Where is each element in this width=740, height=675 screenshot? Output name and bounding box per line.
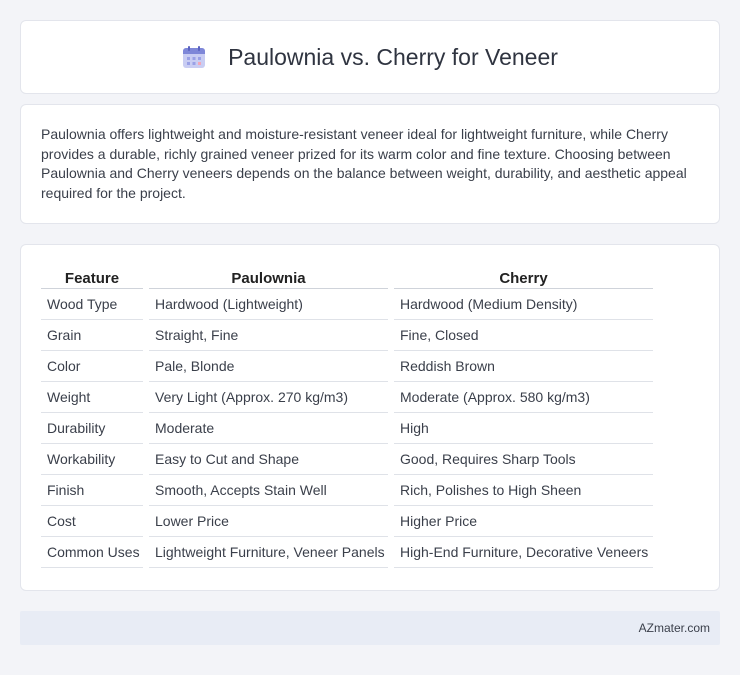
paulownia-cell: Lightweight Furniture, Veneer Panels: [149, 537, 388, 568]
column-header-paulownia: Paulownia: [149, 265, 388, 289]
paulownia-cell: Straight, Fine: [149, 320, 388, 351]
feature-cell: Wood Type: [41, 289, 143, 320]
footer: [20, 611, 720, 645]
table-row: [41, 351, 653, 382]
cherry-cell: Good, Requires Sharp Tools: [394, 444, 653, 475]
cherry-cell: Reddish Brown: [394, 351, 653, 382]
paulownia-cell: Easy to Cut and Shape: [149, 444, 388, 475]
column-header-feature: Feature: [41, 265, 143, 289]
paulownia-cell: Lower Price: [149, 506, 388, 537]
table-row: [41, 289, 653, 320]
column-header-cherry: Cherry: [394, 265, 653, 289]
table-row: [41, 537, 653, 568]
comparison-table-card: [20, 244, 720, 591]
cherry-cell: Fine, Closed: [394, 320, 653, 351]
feature-cell: Durability: [41, 413, 143, 444]
paulownia-cell: Smooth, Accepts Stain Well: [149, 475, 388, 506]
feature-cell: Finish: [41, 475, 143, 506]
table-row: [41, 506, 653, 537]
intro-paragraph: Paulownia offers lightweight and moisture-resistant veneer ideal for lightweight furniture, while Cherry provides a durable, richly grained veneer prized for its warm color and fine texture. Choosing between Paulownia and Cherry veneers depends on the balance between weight, durability, and aesthetic appeal required for the project.: [41, 126, 687, 201]
cherry-cell: Higher Price: [394, 506, 653, 537]
footer-site-name: AZmater.com: [638, 621, 710, 635]
cherry-cell: Moderate (Approx. 580 kg/m3): [394, 382, 653, 413]
feature-cell: Color: [41, 351, 143, 382]
table-row: [41, 444, 653, 475]
comparison-table: [35, 265, 659, 568]
table-row: [41, 382, 653, 413]
header-card: [20, 20, 720, 94]
feature-cell: Common Uses: [41, 537, 143, 568]
table-header-row: [41, 265, 653, 289]
paulownia-cell: Pale, Blonde: [149, 351, 388, 382]
paulownia-cell: Hardwood (Lightweight): [149, 289, 388, 320]
cherry-cell: High: [394, 413, 653, 444]
cherry-cell: Rich, Polishes to High Sheen: [394, 475, 653, 506]
table-row: [41, 475, 653, 506]
table-row: [41, 320, 653, 351]
feature-cell: Grain: [41, 320, 143, 351]
paulownia-cell: Moderate: [149, 413, 388, 444]
paulownia-cell: Very Light (Approx. 270 kg/m3): [149, 382, 388, 413]
feature-cell: Weight: [41, 382, 143, 413]
header: [182, 44, 558, 71]
intro-card: [20, 104, 720, 224]
feature-cell: Cost: [41, 506, 143, 537]
page-title: Paulownia vs. Cherry for Veneer: [228, 43, 558, 70]
cherry-cell: High-End Furniture, Decorative Veneers: [394, 537, 653, 568]
table-row: [41, 413, 653, 444]
feature-cell: Workability: [41, 444, 143, 475]
cherry-cell: Hardwood (Medium Density): [394, 289, 653, 320]
calendar-icon: [182, 45, 206, 69]
